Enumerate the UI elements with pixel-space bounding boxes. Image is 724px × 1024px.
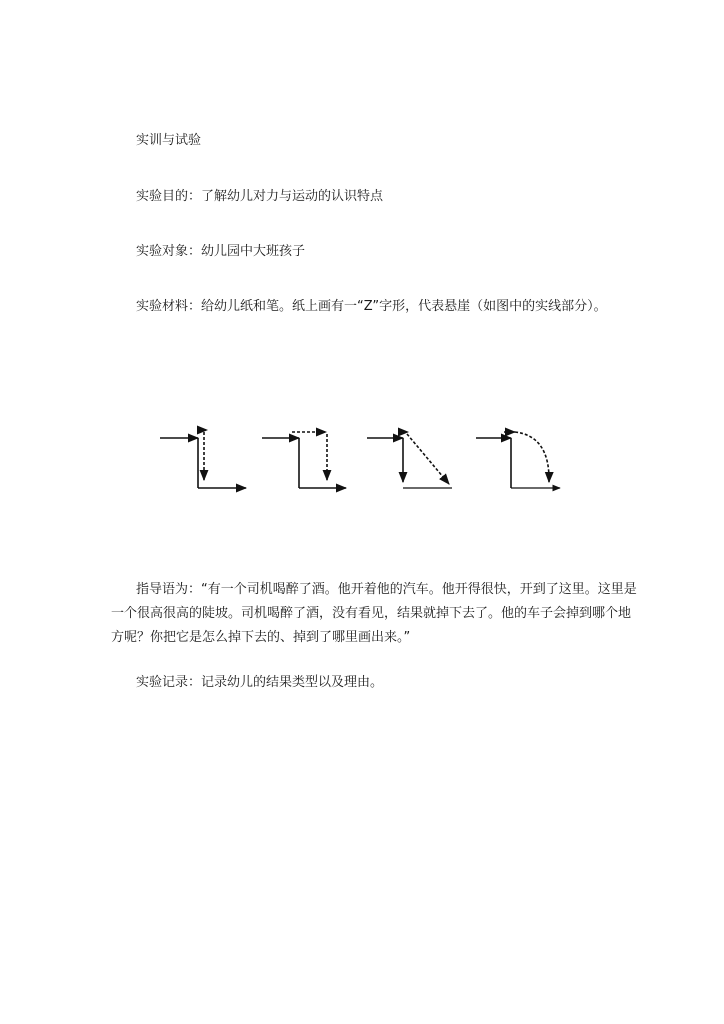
experiment-record: 实验记录：记录幼儿的结果类型以及理由。: [136, 675, 384, 690]
experiment-subjects: 实验对象：幼儿园中大班孩子: [136, 244, 306, 259]
instructions-line-1: 指导语为：“有一个司机喝醉了酒。他开着他的汽车。他开得很快，开到了这里。这里是: [136, 582, 637, 597]
figure-vertical-drop: [160, 430, 246, 488]
experiment-purpose: 实验目的：了解幼儿对力与运动的认识特点: [136, 189, 384, 204]
experiment-materials: 实验材料：给幼儿纸和笔。纸上画有一“Z”字形，代表悬崖（如图中的实线部分）。: [136, 299, 607, 314]
figure-diagonal-fall: [367, 432, 452, 488]
figure-overshoot-then-drop: [262, 432, 346, 488]
page-heading: 实训与试验: [136, 133, 202, 148]
figure-curved-fall: [476, 432, 560, 488]
instructions-paragraph: [111, 578, 637, 650]
cliff-figures: [0, 400, 724, 510]
instructions-line-3: 方呢？你把它是怎么掉下去的、掉到了哪里画出来。”: [111, 630, 411, 645]
instructions-line-2: 一个很高很高的陡坡。司机喝醉了酒，没有看见，结果就掉下去了。他的车子会掉到哪个地: [111, 606, 632, 621]
